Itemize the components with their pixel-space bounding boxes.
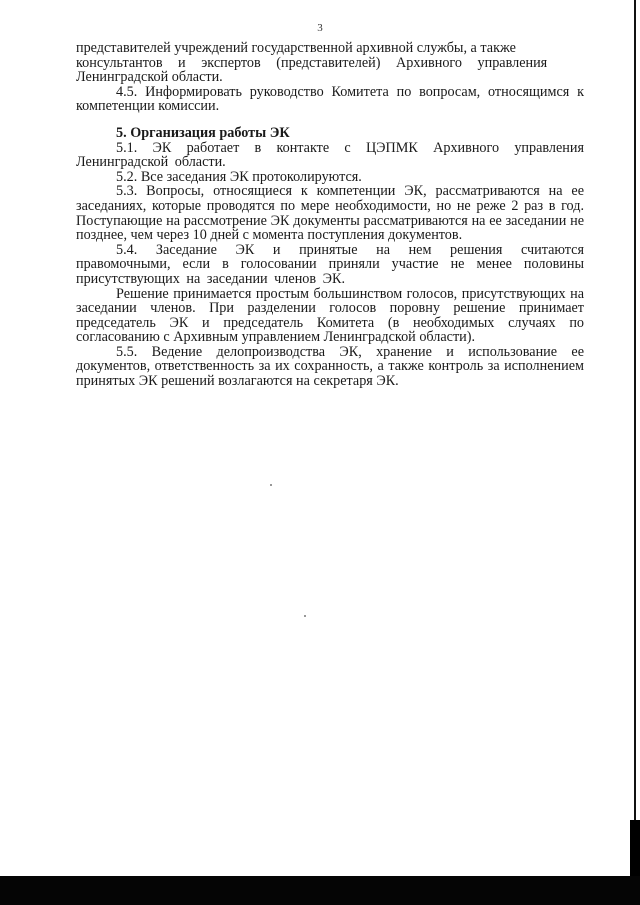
intro-line-2: консультантов и экспертов (представителей) Архивного управления bbox=[76, 54, 548, 71]
item-4-5: 4.5. Информировать руководство Комитета по вопросам, относящимся к компетенции комиссии. bbox=[76, 83, 584, 115]
scan-speck bbox=[270, 484, 272, 486]
item-5-3: 5.3. Вопросы, относящиеся к компетенции ЭК, рассматриваются на ее заседаниях, которые проводятся по мере необходимости, но не реже 2 раз в год. Поступающие на рассмотрение ЭК документы рассматриваются на ее заседании не позднее, чем через 10 дней с момента поступления документов. bbox=[76, 183, 584, 244]
section-heading: 5. Организация работы ЭК bbox=[116, 124, 290, 141]
intro-line-1: представителей учреждений государственной архивной службы, а также bbox=[76, 40, 516, 56]
document-body bbox=[76, 41, 584, 389]
scan-edge-bottom bbox=[0, 876, 640, 905]
item-5-2: 5.2. Все заседания ЭК протоколируются. bbox=[116, 168, 362, 185]
item-5-4: 5.4. Заседание ЭК и принятые на нем решения считаются правомочными, если в голосовании приняли участие не менее половины присутствующих на заседании членов ЭК. bbox=[76, 241, 584, 287]
scan-edge-right-lower bbox=[622, 820, 640, 880]
scan-edge-right bbox=[632, 0, 640, 905]
scan-speck bbox=[304, 615, 306, 617]
intro-line-3: Ленинградской области. bbox=[76, 69, 223, 86]
decision-paragraph: Решение принимается простым большинством голосов, присутствующих на заседании членов. При разделении голосов поровну решение принимает председатель ЭК и председатель Комитета (в необходимых случаях по согласованию с Архивным управлением Ленинградской области). bbox=[76, 285, 584, 346]
item-5-5: 5.5. Ведение делопроизводства ЭК, хранение и использование ее документов, ответственность за их сохранность, а также контроль за исполнением принятых ЭК решений возлагаются на секретаря ЭК. bbox=[76, 343, 584, 390]
item-5-1: 5.1. ЭК работает в контакте с ЦЭПМК Архивного управления Ленинградской области. bbox=[76, 139, 584, 171]
page-number: 3 bbox=[317, 22, 323, 34]
